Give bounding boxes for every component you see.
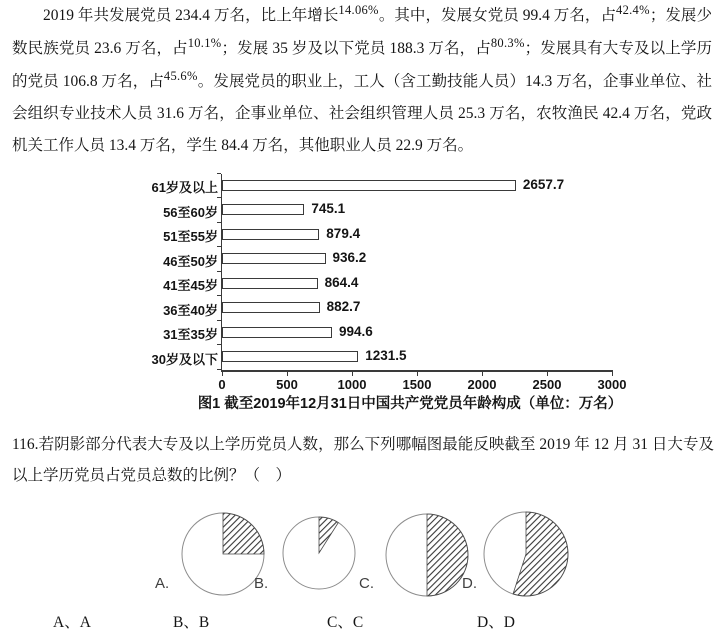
y-axis-line [221, 174, 223, 370]
age-composition-bar-chart [140, 172, 700, 424]
x-axis-tick [612, 372, 613, 376]
bar [222, 278, 318, 289]
y-axis-tick [217, 197, 221, 198]
bar-value-label: 882.7 [326, 299, 361, 314]
answer-option-D[interactable]: D、D [477, 614, 515, 630]
bar-value-label: 745.1 [311, 201, 346, 216]
y-axis-category-label: 46至50岁 [163, 253, 218, 269]
statistics-paragraph [12, 0, 712, 162]
paragraph-text: ；发展具有大专及以上学历的党员 106.8 万名，占 [12, 39, 712, 90]
x-axis-tick [547, 372, 548, 376]
paragraph-text: 。其中，发展女党员 99.4 万名，占 [378, 7, 617, 24]
y-axis-category-label: 51至55岁 [163, 229, 218, 244]
pie-option-label-D: D. [462, 575, 477, 592]
bar [222, 327, 332, 338]
percentage-superscript: 10.1% [187, 35, 222, 50]
x-axis-tick-label: 500 [276, 377, 298, 392]
x-axis-tick [417, 372, 418, 376]
y-axis-category-label: 61岁及以上 [151, 180, 218, 195]
bar [222, 229, 319, 240]
y-axis-tick [217, 320, 221, 321]
y-axis-tick [217, 295, 221, 296]
paragraph-text: ；发展少数民族党员 23.6 万名，占 [12, 7, 712, 57]
pie-shaded-wedge-option-A [223, 513, 264, 554]
pie-option-label-C: C. [359, 575, 374, 592]
answer-option-B[interactable]: B、B [173, 614, 210, 630]
y-axis-tick [217, 173, 221, 174]
y-axis-tick [217, 344, 221, 345]
x-axis-tick [352, 372, 353, 376]
x-axis-tick-label: 1500 [402, 377, 432, 392]
y-axis-tick [217, 271, 221, 272]
percentage-superscript: 14.06% [338, 3, 379, 17]
bar [222, 253, 326, 264]
bar-value-label: 864.4 [324, 274, 359, 290]
y-axis-category-label: 30岁及以下 [151, 351, 218, 367]
y-axis-category-label: 36至40岁 [163, 302, 218, 318]
answer-option-A[interactable]: A、A [53, 614, 91, 630]
x-axis-tick-label: 3000 [597, 377, 627, 392]
paragraph-text: ；发展 35 岁及以下党员 188.3 万名，占 [221, 39, 491, 57]
bar [222, 302, 320, 313]
pie-option-label-A: A. [155, 575, 170, 592]
bar-value-label: 936.2 [332, 250, 367, 265]
paragraph-text: 2019 年共发展党员 234.4 万名，比上年增长 [43, 7, 339, 24]
bar-value-label: 994.6 [339, 323, 373, 339]
percentage-superscript: 42.4% [616, 3, 650, 17]
percentage-superscript: 80.3% [490, 35, 525, 50]
x-axis-tick [222, 372, 223, 376]
question-text: 116.若阴影部分代表大专及以上学历党员人数，那么下列哪幅图最能反映截至 2019 年 12 月 31 日大专及以上学历党员占党员总数的比例？（ ） [12, 436, 714, 484]
pie-option-label-B: B. [254, 575, 269, 592]
y-axis-tick [217, 246, 221, 247]
y-axis-tick [217, 369, 221, 370]
bar-value-label: 2657.7 [522, 176, 565, 192]
y-axis-category-label: 31至35岁 [163, 327, 218, 342]
bar-value-label: 879.4 [326, 225, 361, 241]
percentage-superscript: 45.6% [163, 68, 198, 83]
chart-caption: 图1 截至2019年12月31日中国共产党党员年龄构成（单位：万名） [197, 396, 623, 412]
x-axis-tick-label: 0 [218, 377, 226, 392]
paragraph-text: 。发展党员的职业上，工人（含工勤技能人员）14.3 万名，企事业单位、社会组织专业技术人员 31.6 万名，企事业单位、社会组织管理人员 25.3 万名，农牧渔民 42.4 万名，党政机关工作人员 13.4 万名，学生 84.4 万名，其他职业人员 22.9 万名。 [12, 72, 712, 155]
y-axis-category-label: 56至60岁 [163, 204, 218, 220]
y-axis-tick [217, 222, 221, 223]
bar [222, 351, 358, 362]
x-axis-tick-label: 2000 [467, 377, 497, 392]
answer-option-C[interactable]: C、C [327, 614, 364, 630]
y-axis-category-label: 41至45岁 [163, 278, 218, 293]
x-axis-tick [287, 372, 288, 376]
x-axis-tick [482, 372, 483, 376]
bar [222, 180, 516, 191]
x-axis-tick-label: 1000 [337, 377, 367, 392]
bar-value-label: 1231.5 [365, 348, 407, 363]
x-axis-tick-label: 2500 [532, 377, 562, 392]
bar [222, 204, 304, 215]
